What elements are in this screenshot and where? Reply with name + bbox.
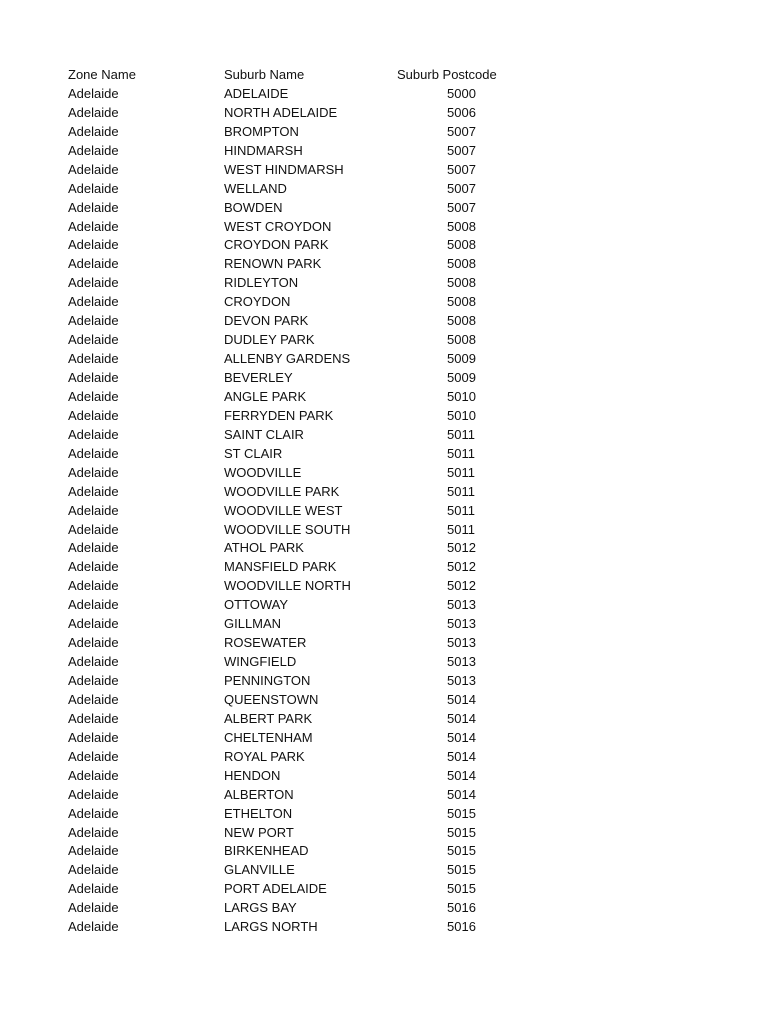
postcode-cell: 5007 (447, 199, 476, 215)
suburb-cell: HENDON (224, 767, 281, 783)
postcode-cell: 5014 (447, 748, 476, 764)
zone-cell: Adelaide (68, 540, 119, 556)
suburb-cell: ROSEWATER (224, 635, 307, 651)
suburb-cell: BOWDEN (224, 199, 283, 215)
suburb-cell: WOODVILLE PARK (224, 483, 340, 499)
zone-cell: Adelaide (68, 142, 119, 158)
suburb-cell: QUEENSTOWN (224, 691, 319, 707)
postcode-cell: 5008 (447, 275, 476, 291)
suburb-cell: DUDLEY PARK (224, 332, 315, 348)
suburb-cell: BIRKENHEAD (224, 843, 309, 859)
zone-cell: Adelaide (68, 919, 119, 935)
table-row (68, 464, 548, 483)
postcode-cell: 5014 (447, 786, 476, 802)
postcode-cell: 5008 (447, 218, 476, 234)
zone-cell: Adelaide (68, 559, 119, 575)
zone-cell: Adelaide (68, 748, 119, 764)
suburb-cell: WEST HINDMARSH (224, 161, 344, 177)
header-zone-name: Zone Name (68, 67, 136, 82)
zone-cell: Adelaide (68, 862, 119, 878)
zone-cell: Adelaide (68, 767, 119, 783)
table-row (68, 104, 548, 123)
suburb-cell: NEW PORT (224, 824, 294, 840)
zone-cell: Adelaide (68, 729, 119, 745)
table-row (68, 293, 548, 312)
suburb-cell: GILLMAN (224, 616, 282, 632)
postcode-cell: 5014 (447, 710, 476, 726)
zone-cell: Adelaide (68, 256, 119, 272)
suburb-cell: PORT ADELAIDE (224, 881, 327, 897)
table-row (68, 672, 548, 691)
suburb-cell: CROYDON (224, 294, 291, 310)
zone-cell: Adelaide (68, 824, 119, 840)
zone-cell: Adelaide (68, 218, 119, 234)
zone-cell: Adelaide (68, 881, 119, 897)
postcode-cell: 5013 (447, 635, 476, 651)
table-row (68, 861, 548, 880)
postcode-cell: 5014 (447, 729, 476, 745)
zone-cell: Adelaide (68, 161, 119, 177)
zone-cell: Adelaide (68, 597, 119, 613)
postcode-cell: 5008 (447, 237, 476, 253)
postcode-cell: 5010 (447, 407, 476, 423)
zone-cell: Adelaide (68, 691, 119, 707)
postcode-cell: 5013 (447, 654, 476, 670)
table-row (68, 274, 548, 293)
suburb-cell: SAINT CLAIR (224, 426, 304, 442)
postcode-cell: 5010 (447, 388, 476, 404)
zone-cell: Adelaide (68, 635, 119, 651)
zone-cell: Adelaide (68, 445, 119, 461)
table-row (68, 521, 548, 540)
postcode-cell: 5008 (447, 332, 476, 348)
table-row (68, 710, 548, 729)
postcode-cell: 5015 (447, 824, 476, 840)
table-row (68, 312, 548, 331)
table-row (68, 842, 548, 861)
table-row (68, 255, 548, 274)
postcode-cell: 5015 (447, 805, 476, 821)
table-row (68, 729, 548, 748)
suburb-cell: PENNINGTON (224, 673, 311, 688)
postcode-cell: 5007 (447, 161, 476, 177)
zone-cell: Adelaide (68, 578, 119, 594)
postcode-cell: 5007 (447, 142, 476, 158)
suburb-cell: ATHOL PARK (224, 540, 304, 556)
postcode-cell: 5008 (447, 294, 476, 310)
postcode-cell: 5000 (447, 85, 476, 101)
postcode-cell: 5007 (447, 180, 476, 196)
postcode-cell: 5011 (447, 502, 475, 518)
zone-cell: Adelaide (68, 294, 119, 310)
postcode-cell: 5012 (447, 559, 476, 575)
table-row (68, 483, 548, 502)
suburb-table (68, 66, 548, 937)
suburb-cell: ETHELTON (224, 805, 293, 821)
table-row (68, 407, 548, 426)
suburb-cell: OTTOWAY (224, 597, 289, 613)
suburb-cell: LARGS BAY (224, 900, 297, 916)
table-row (68, 426, 548, 445)
table-row (68, 596, 548, 615)
table-row (68, 539, 548, 558)
table-row (68, 653, 548, 672)
table-row (68, 767, 548, 786)
table-row (68, 805, 548, 824)
suburb-cell: WOODVILLE NORTH (224, 578, 351, 594)
table-row (68, 350, 548, 369)
zone-cell: Adelaide (68, 843, 119, 859)
table-row (68, 899, 548, 918)
postcode-cell: 5009 (447, 370, 476, 385)
zone-cell: Adelaide (68, 805, 119, 821)
zone-cell: Adelaide (68, 85, 119, 101)
table-row (68, 786, 548, 805)
suburb-cell: ST CLAIR (224, 445, 283, 461)
suburb-cell: BROMPTON (224, 123, 299, 139)
table-header-row (68, 66, 548, 85)
table-row (68, 236, 548, 255)
suburb-cell: BEVERLEY (224, 370, 293, 385)
suburb-cell: ADELAIDE (224, 85, 289, 101)
suburb-cell: FERRYDEN PARK (224, 407, 334, 423)
suburb-cell: WELLAND (224, 180, 287, 196)
table-row (68, 691, 548, 710)
suburb-cell: RIDLEYTON (224, 275, 299, 291)
zone-cell: Adelaide (68, 407, 119, 423)
postcode-cell: 5016 (447, 900, 476, 916)
zone-cell: Adelaide (68, 351, 119, 367)
suburb-cell: HINDMARSH (224, 142, 303, 158)
table-row (68, 824, 548, 843)
table-row (68, 577, 548, 596)
zone-cell: Adelaide (68, 370, 119, 385)
zone-cell: Adelaide (68, 483, 119, 499)
zone-cell: Adelaide (68, 786, 119, 802)
zone-cell: Adelaide (68, 710, 119, 726)
zone-cell: Adelaide (68, 521, 119, 537)
table-row (68, 634, 548, 653)
zone-cell: Adelaide (68, 332, 119, 348)
postcode-cell: 5009 (447, 351, 476, 367)
zone-cell: Adelaide (68, 616, 119, 632)
table-row (68, 369, 548, 388)
zone-cell: Adelaide (68, 426, 119, 442)
zone-cell: Adelaide (68, 104, 119, 120)
postcode-cell: 5008 (447, 256, 476, 272)
table-row (68, 161, 548, 180)
suburb-cell: WOODVILLE SOUTH (224, 521, 351, 537)
postcode-cell: 5015 (447, 862, 476, 878)
zone-cell: Adelaide (68, 313, 119, 329)
suburb-cell: ROYAL PARK (224, 748, 305, 764)
table-row (68, 123, 548, 142)
suburb-cell: ANGLE PARK (224, 388, 307, 404)
postcode-cell: 5013 (447, 673, 476, 688)
postcode-cell: 5011 (447, 426, 475, 442)
suburb-cell: LARGS NORTH (224, 919, 318, 935)
suburb-cell: DEVON PARK (224, 313, 309, 329)
table-row (68, 199, 548, 218)
postcode-cell: 5014 (447, 691, 476, 707)
postcode-cell: 5012 (447, 578, 476, 594)
zone-cell: Adelaide (68, 199, 119, 215)
suburb-cell: GLANVILLE (224, 862, 295, 878)
table-row (68, 331, 548, 350)
table-row (68, 180, 548, 199)
postcode-cell: 5011 (447, 483, 475, 499)
suburb-cell: MANSFIELD PARK (224, 559, 337, 575)
table-row (68, 445, 548, 464)
header-suburb-postcode: Suburb Postcode (397, 67, 497, 82)
table-body (68, 85, 548, 937)
table-row (68, 502, 548, 521)
postcode-cell: 5007 (447, 123, 476, 139)
table-row (68, 85, 548, 104)
table-row (68, 558, 548, 577)
postcode-cell: 5015 (447, 881, 476, 897)
table-row (68, 218, 548, 237)
suburb-cell: WOODVILLE (224, 464, 302, 480)
suburb-cell: NORTH ADELAIDE (224, 104, 338, 120)
postcode-cell: 5008 (447, 313, 476, 329)
suburb-cell: ALBERTON (224, 786, 294, 802)
zone-cell: Adelaide (68, 673, 119, 688)
table-row (68, 880, 548, 899)
postcode-cell: 5012 (447, 540, 476, 556)
postcode-cell: 5016 (447, 919, 476, 935)
zone-cell: Adelaide (68, 900, 119, 916)
zone-cell: Adelaide (68, 275, 119, 291)
table-row (68, 388, 548, 407)
postcode-cell: 5014 (447, 767, 476, 783)
suburb-cell: CHELTENHAM (224, 729, 313, 745)
table-row (68, 748, 548, 767)
suburb-cell: CROYDON PARK (224, 237, 329, 253)
zone-cell: Adelaide (68, 654, 119, 670)
zone-cell: Adelaide (68, 237, 119, 253)
table-row (68, 615, 548, 634)
zone-cell: Adelaide (68, 502, 119, 518)
postcode-cell: 5011 (447, 521, 475, 537)
header-suburb-name: Suburb Name (224, 67, 305, 82)
postcode-cell: 5013 (447, 597, 476, 613)
postcode-cell: 5013 (447, 616, 476, 632)
suburb-cell: WOODVILLE WEST (224, 502, 343, 518)
suburb-cell: RENOWN PARK (224, 256, 322, 272)
postcode-cell: 5015 (447, 843, 476, 859)
postcode-cell: 5006 (447, 104, 476, 120)
suburb-cell: ALBERT PARK (224, 710, 313, 726)
table-row (68, 142, 548, 161)
postcode-cell: 5011 (447, 445, 475, 461)
table-row (68, 918, 548, 937)
suburb-cell: WEST CROYDON (224, 218, 332, 234)
zone-cell: Adelaide (68, 464, 119, 480)
suburb-cell: ALLENBY GARDENS (224, 351, 351, 367)
suburb-cell: WINGFIELD (224, 654, 297, 670)
zone-cell: Adelaide (68, 180, 119, 196)
zone-cell: Adelaide (68, 388, 119, 404)
zone-cell: Adelaide (68, 123, 119, 139)
postcode-cell: 5011 (447, 464, 475, 480)
